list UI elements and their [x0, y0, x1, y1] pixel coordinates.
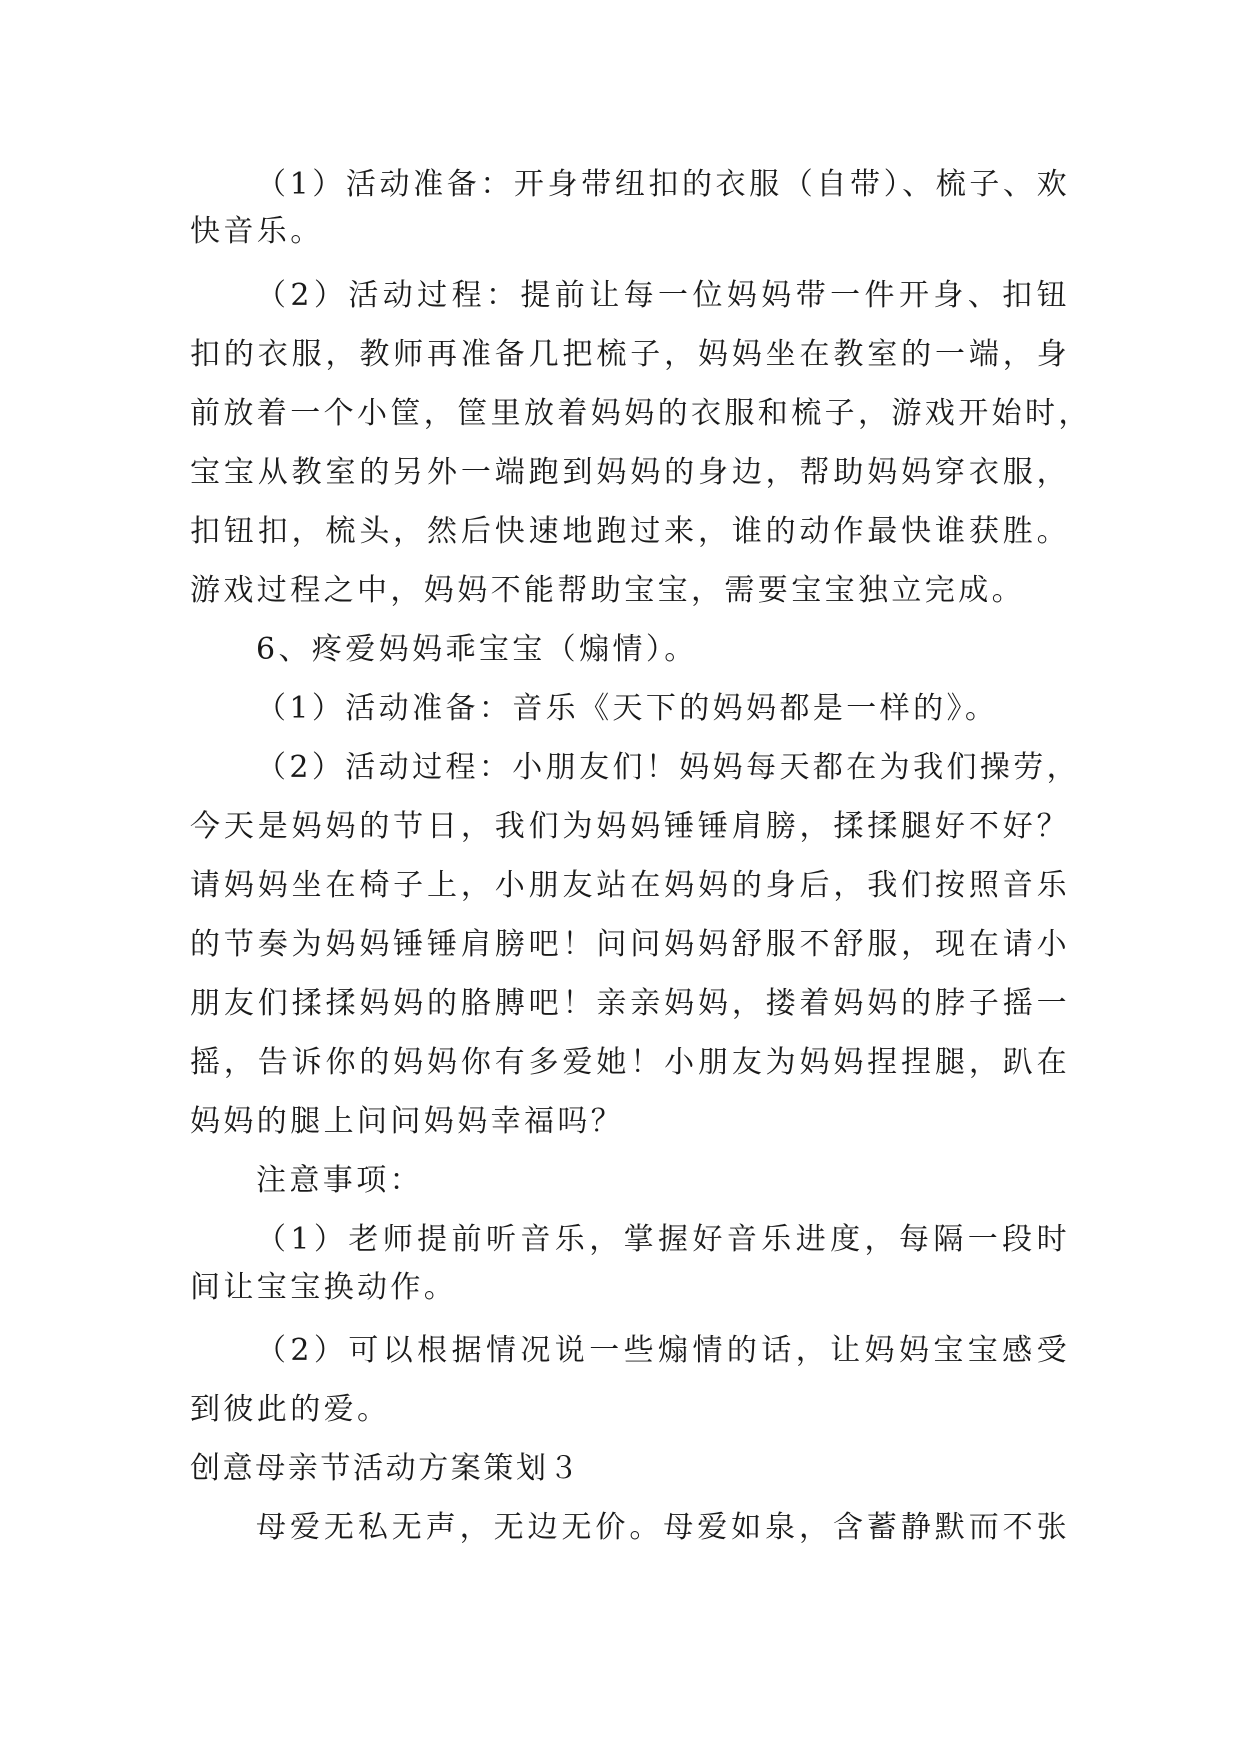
section-title: 创意母亲节活动方案策划３ [190, 1451, 582, 1486]
paragraph-line: 扣的衣服，教师再准备几把梳子，妈妈坐在教室的一端，身 [190, 337, 1070, 372]
paragraph-line: 游戏过程之中，妈妈不能帮助宝宝，需要宝宝独立完成。 [190, 573, 1025, 608]
paragraph-line: 快音乐。 [190, 214, 324, 249]
paragraph-line: 间让宝宝换动作。 [190, 1270, 458, 1305]
paragraph-line: 摇，告诉你的妈妈你有多爱她！小朋友为妈妈捏捏腿，趴在 [190, 1045, 1070, 1080]
paragraph-line: （1）老师提前听音乐，掌握好音乐进度，每隔一段时 [256, 1222, 1070, 1257]
paragraph-line: 扣钮扣，梳头，然后快速地跑过来，谁的动作最快谁获胜。 [190, 514, 1070, 549]
paragraph-line: 宝宝从教室的另外一端跑到妈妈的身边，帮助妈妈穿衣服， [190, 455, 1070, 490]
paragraph-line: 前放着一个小筐，筐里放着妈妈的衣服和梳子，游戏开始时， [190, 396, 1092, 431]
paragraph-line: 朋友们揉揉妈妈的胳膊吧！亲亲妈妈，搂着妈妈的脖子摇一 [190, 986, 1070, 1021]
section-heading: 6、疼爱妈妈乖宝宝（煽情）。 [256, 632, 698, 667]
paragraph-line: 到彼此的爱。 [190, 1392, 391, 1427]
paragraph-line: （1）活动准备：音乐《天下的妈妈都是一样的》。 [256, 691, 999, 726]
paragraph-line: 的节奏为妈妈锤锤肩膀吧！问问妈妈舒服不舒服，现在请小 [190, 927, 1070, 962]
notes-heading: 注意事项： [256, 1163, 423, 1198]
paragraph-line: 妈妈的腿上问问妈妈幸福吗？ [190, 1104, 625, 1139]
paragraph-line: 母爱无私无声，无边无价。母爱如泉，含蓄静默而不张 [256, 1510, 1070, 1545]
paragraph-line: （2）活动过程：小朋友们！妈妈每天都在为我们操劳， [256, 750, 1081, 785]
paragraph-line: （1）活动准备：开身带纽扣的衣服（自带）、梳子、欢 [256, 167, 1070, 202]
paragraph-line: 请妈妈坐在椅子上，小朋友站在妈妈的身后，我们按照音乐 [190, 868, 1070, 903]
paragraph-line: （2）可以根据情况说一些煽情的话，让妈妈宝宝感受 [256, 1333, 1070, 1368]
paragraph-line: 今天是妈妈的节日，我们为妈妈锤锤肩膀，揉揉腿好不好？ [190, 809, 1070, 844]
paragraph-line: （2）活动过程：提前让每一位妈妈带一件开身、扣钮 [256, 278, 1070, 313]
